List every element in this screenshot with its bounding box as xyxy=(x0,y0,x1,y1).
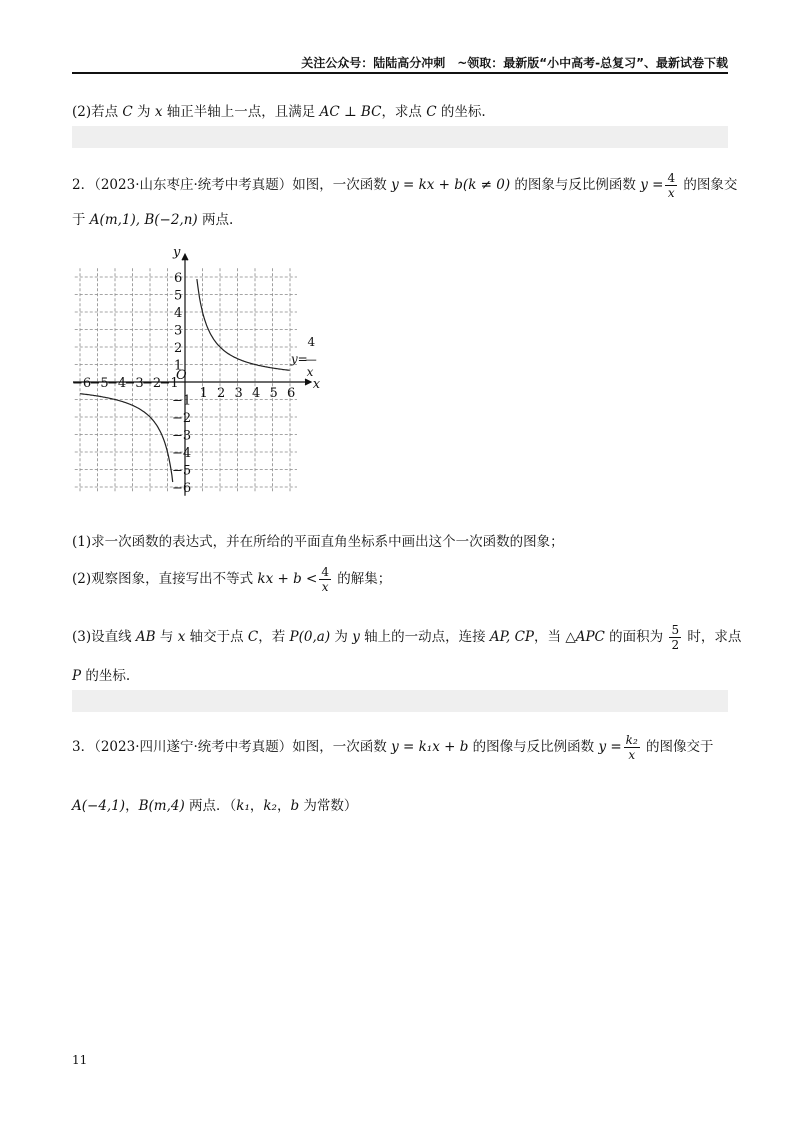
curve-branch-negative xyxy=(80,394,173,482)
x-tick-label: −3 xyxy=(124,376,144,391)
page-number: 11 xyxy=(72,1053,88,1067)
reciprocal-fraction: $\frac{4}{x}$ xyxy=(667,171,676,200)
origin-label: O xyxy=(176,368,187,383)
x-axis-label: x xyxy=(312,377,321,392)
x-tick-label: 1 xyxy=(199,386,208,401)
curve-branch-positive xyxy=(197,279,290,370)
x-tick-label: 2 xyxy=(217,386,226,401)
curve-label-lhs: y= xyxy=(290,351,308,366)
x-tick-label: −4 xyxy=(107,376,127,391)
answer-space-bar-2 xyxy=(72,690,728,712)
y-tick-label: −5 xyxy=(172,463,192,479)
x-tick-label: −5 xyxy=(89,376,109,391)
y-tick-label: 5 xyxy=(174,288,183,304)
y-axis-label: y xyxy=(173,245,181,260)
page-header xyxy=(72,52,728,74)
coordinate-graph xyxy=(60,235,350,500)
curve-label-den: x xyxy=(306,364,314,379)
x-tick-label: 3 xyxy=(234,386,243,401)
x-tick-label: 5 xyxy=(269,386,278,401)
y-tick-label: 1 xyxy=(174,358,183,374)
answer-space-bar xyxy=(72,126,728,148)
q3-reciprocal-fraction: $\frac{\text{k₂}}{x}$ xyxy=(625,733,638,762)
y-axis-arrow xyxy=(182,254,188,260)
q2-part3: (3)设直线 AB 与 x 轴交于点 C，若 P(0,a) 为 y 轴上的一动点，连接 AP, CP，当 △APC 的面积为 $\frac{5}{2}$ 时，求点 xyxy=(72,623,742,652)
tick-labels xyxy=(72,245,321,496)
q2-part1: (1)求一次函数的表达式，并在所给的平面直角坐标系中画出这个一次函数的图象； xyxy=(72,534,564,550)
y-tick-label: −3 xyxy=(172,428,192,444)
x-tick-label: 6 xyxy=(287,386,296,401)
q1-part2: (2)若点 C 为 x 轴正半轴上一点，且满足 AC ⊥ BC，求点 C 的坐标. xyxy=(72,104,486,120)
area-fraction: $\frac{5}{2}$ xyxy=(671,623,680,652)
x-axis-arrow xyxy=(305,379,311,385)
y-tick-label: −6 xyxy=(172,481,192,496)
y-tick-label: 6 xyxy=(174,271,183,286)
y-tick-label: −4 xyxy=(172,446,192,461)
y-tick-label: 3 xyxy=(174,323,183,339)
y-tick-label: −1 xyxy=(172,393,192,409)
q2-stem-line1: 2．（2023·山东枣庄·统考中考真题）如图，一次函数 y = kx + b(k ≠ 0) 的图象与反比例函数 y = $\frac{4}{x}$ 的图象交 xyxy=(72,171,738,200)
y-tick-label: 2 xyxy=(174,341,183,356)
q3-stem-line2: A(−4,1)，B(m,4) 两点．（k₁，k₂，b 为常数） xyxy=(72,798,358,814)
inequality-fraction: $\frac{4}{x}$ xyxy=(321,565,329,594)
q2-stem-line2: 于 A(m,1), B(−2,n) 两点. xyxy=(72,212,234,228)
curve-label-num: 4 xyxy=(307,335,316,350)
x-tick-label: −1 xyxy=(159,376,179,391)
header-text: 关注公众号：陆陆高分冲刺 ~领取：最新版“小中高考-总复习”、最新试卷下载 xyxy=(301,56,728,70)
x-tick-label: −6 xyxy=(72,376,92,391)
q3-stem-line1: 3．（2023·四川遂宁·统考中考真题）如图，一次函数 y = k₁x + b 的图像与反比例函数 y = $\frac{\text{k₂}}{x}$ 的图像交于 xyxy=(72,733,714,762)
q2-part2: (2)观察图象，直接写出不等式 kx + b < $\frac{4}{x}$ 的解集； xyxy=(72,565,392,594)
x-tick-label: 4 xyxy=(252,386,261,401)
y-tick-label: 4 xyxy=(174,306,183,321)
axes xyxy=(73,254,311,496)
x-tick-label: −2 xyxy=(142,376,162,391)
q2-part3-line2: P 的坐标. xyxy=(72,668,131,684)
y-tick-label: −2 xyxy=(172,411,192,426)
